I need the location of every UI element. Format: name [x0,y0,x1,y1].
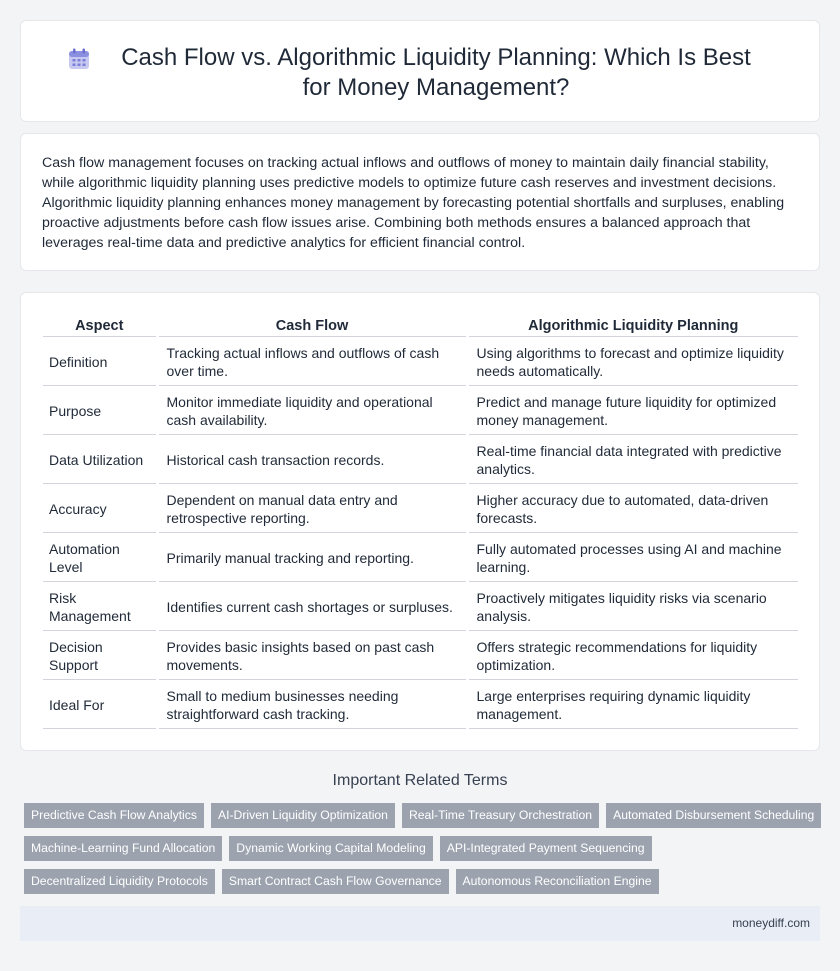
row-algorithmic: Proactively mitigates liquidity risks via scenario analysis. [467,582,798,631]
row-aspect: Purpose [43,386,157,435]
row-cash-flow: Primarily manual tracking and reporting. [157,533,467,582]
term-tag[interactable]: AI-Driven Liquidity Optimization [211,803,395,828]
table-row [43,631,798,680]
term-tag[interactable]: Smart Contract Cash Flow Governance [222,869,449,894]
terms-row [20,869,820,894]
row-cash-flow: Small to medium businesses needing straightforward cash tracking. [157,680,467,729]
row-cash-flow: Dependent on manual data entry and retrospective reporting. [157,484,467,533]
table-row [43,435,798,484]
row-aspect: Data Utilization [43,435,157,484]
row-aspect: Decision Support [43,631,157,680]
row-aspect: Ideal For [43,680,157,729]
term-tag[interactable]: Machine-Learning Fund Allocation [24,836,222,861]
row-algorithmic: Using algorithms to forecast and optimize liquidity needs automatically. [467,337,798,386]
term-tag[interactable]: Real-Time Treasury Orchestration [402,803,599,828]
row-cash-flow: Identifies current cash shortages or surpluses. [157,582,467,631]
terms-row [20,803,820,828]
term-tag[interactable]: Dynamic Working Capital Modeling [229,836,432,861]
row-aspect: Automation Level [43,533,157,582]
intro-card [20,133,820,271]
row-cash-flow: Tracking actual inflows and outflows of cash over time. [157,337,467,386]
row-aspect: Accuracy [43,484,157,533]
row-aspect: Definition [43,337,157,386]
table-header-row [43,315,798,337]
term-tag[interactable]: Predictive Cash Flow Analytics [24,803,204,828]
header-algorithmic: Algorithmic Liquidity Planning [467,315,798,337]
title-card [20,20,820,122]
row-aspect: Risk Management [43,582,157,631]
intro-paragraph: Cash flow management focuses on tracking actual inflows and outflows of money to maintain daily financial stability, while algorithmic liquidity planning uses predictive models to optimize future cash reserves and investment decisions. Algorithmic liquidity planning enhances money management by forecasting potential shortfalls and surpluses, enabling proactive adjustments before cash flow issues arise. Combining both methods ensures a balanced approach that leverages real-time data and predictive analytics for efficient financial control. [42,155,785,251]
footer [20,906,820,941]
row-algorithmic: Fully automated processes using AI and machine learning. [467,533,798,582]
term-tag[interactable]: Automated Disbursement Scheduling [606,803,821,828]
term-tag[interactable]: Autonomous Reconciliation Engine [456,869,659,894]
row-cash-flow: Historical cash transaction records. [157,435,467,484]
comparison-card [20,292,820,751]
row-algorithmic: Offers strategic recommendations for liquidity optimization. [467,631,798,680]
header-cash-flow: Cash Flow [157,315,467,337]
table-row [43,533,798,582]
header-aspect: Aspect [43,315,157,337]
row-algorithmic: Large enterprises requiring dynamic liquidity management. [467,680,798,729]
row-algorithmic: Higher accuracy due to automated, data-driven forecasts. [467,484,798,533]
terms-row [20,836,820,861]
row-cash-flow: Monitor immediate liquidity and operational cash availability. [157,386,467,435]
table-row [43,680,798,729]
row-cash-flow: Provides basic insights based on past cash movements. [157,631,467,680]
table-row [43,484,798,533]
footer-site-link[interactable]: moneydiff.com [732,916,810,930]
row-algorithmic: Real-time financial data integrated with predictive analytics. [467,435,798,484]
table-row [43,582,798,631]
term-tag[interactable]: API-Integrated Payment Sequencing [440,836,652,861]
table-row [43,386,798,435]
related-terms-title: Important Related Terms [332,772,508,789]
related-terms [20,803,820,902]
page-title: Cash Flow vs. Algorithmic Liquidity Planning: Which Is Best for Money Management? [121,44,751,101]
term-tag[interactable]: Decentralized Liquidity Protocols [24,869,215,894]
row-algorithmic: Predict and manage future liquidity for optimized money management. [467,386,798,435]
comparison-table [43,315,798,729]
table-row [43,337,798,386]
